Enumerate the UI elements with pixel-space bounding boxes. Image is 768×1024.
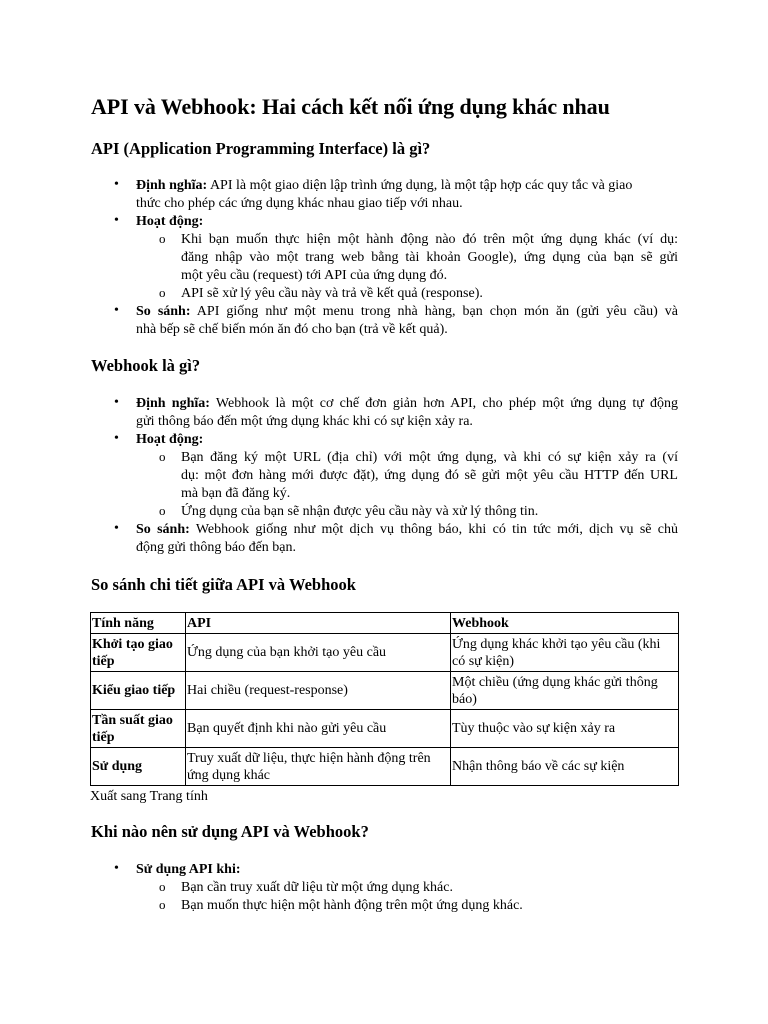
table-row: [91, 634, 679, 672]
circle-bullet-icon: o: [159, 897, 166, 912]
table-row-header: Tần suất giao tiếp: [91, 710, 186, 748]
bullet-icon: •: [114, 521, 119, 536]
table-cell: Bạn quyết định khi nào gửi yêu cầu: [186, 710, 451, 748]
webhook-definition-label: Định nghĩa:: [136, 396, 210, 411]
webhook-definition-line1: Định nghĩa: Webhook là một cơ chế đơn giản hơn API, cho phép một ứng dụng tự động: [136, 396, 679, 411]
bullet-icon: •: [114, 177, 119, 192]
api-operation-item1-line1: Khi bạn muốn thực hiện một hành động nào đó trên một ứng dụng khác (ví dụ:: [181, 232, 678, 247]
webhook-operation-item2: Ứng dụng của bạn sẽ nhận được yêu cầu này và xử lý thông tin.: [181, 504, 539, 519]
webhook-operation-item1-line3: mà bạn đã đăng ký.: [181, 486, 291, 501]
table-row-header: Khởi tạo giao tiếp: [91, 634, 186, 672]
bullet-icon: •: [114, 431, 119, 446]
table-cell: Ứng dụng khác khởi tạo yêu cầu (khi có sự kiện): [451, 634, 679, 672]
table-row-header: Sử dụng: [91, 748, 186, 786]
webhook-definition-line2: gửi thông báo đến một ứng dụng khác khi có sự kiện xảy ra.: [136, 414, 473, 429]
export-to-sheets-link[interactable]: Xuất sang Trang tính: [90, 789, 208, 804]
api-definition-line2: thức cho phép các ứng dụng khác nhau giao tiếp với nhau.: [136, 196, 463, 211]
use-api-label: Sử dụng API khi:: [136, 862, 241, 877]
api-compare-label: So sánh:: [136, 304, 191, 319]
api-compare-line2: nhà bếp sẽ chế biến món ăn đó cho bạn (trả về kết quả).: [136, 322, 448, 337]
api-section-heading: API (Application Programming Interface) là gì?: [91, 139, 431, 158]
api-definition-text: API là một giao diện lập trình ứng dụng, là một tập hợp các quy tắc và giao: [209, 178, 633, 193]
bullet-icon: •: [114, 213, 119, 228]
use-api-item1: Bạn cần truy xuất dữ liệu từ một ứng dụng khác.: [181, 880, 453, 895]
circle-bullet-icon: o: [159, 285, 166, 300]
table-cell: Ứng dụng của bạn khởi tạo yêu cầu: [186, 634, 451, 672]
compare-section-heading: So sánh chi tiết giữa API và Webhook: [91, 575, 356, 594]
api-compare-line1: So sánh: API giống như một menu trong nhà hàng, bạn chọn món ăn (gửi yêu cầu) và: [136, 304, 679, 319]
table-header-cell: API: [186, 613, 451, 634]
table-header-cell: Webhook: [451, 613, 679, 634]
bullet-icon: •: [114, 861, 119, 876]
table-header-row: [91, 613, 679, 634]
api-operation-label: Hoạt động:: [136, 214, 204, 229]
webhook-section-heading: Webhook là gì?: [91, 356, 201, 375]
table-cell: Truy xuất dữ liệu, thực hiện hành động trên ứng dụng khác: [186, 748, 451, 786]
table-cell: Nhận thông báo về các sự kiện: [451, 748, 679, 786]
table-row: [91, 748, 679, 786]
webhook-operation-item1-line2: dụ: một đơn hàng mới được đặt), ứng dụng đó sẽ gửi một yêu cầu HTTP đến URL: [181, 468, 678, 483]
api-operation-item1-line2: đăng nhập vào một trang web bằng tài khoản Google), ứng dụng của bạn sẽ gửi: [181, 250, 678, 265]
table-row-header: Kiểu giao tiếp: [91, 672, 186, 710]
table-header-cell: Tính năng: [91, 613, 186, 634]
bullet-icon: •: [114, 395, 119, 410]
table-cell: Một chiều (ứng dụng khác gửi thông báo): [451, 672, 679, 710]
table-row: [91, 672, 679, 710]
api-operation-item1-line3: một yêu cầu (request) tới API của ứng dụng đó.: [181, 268, 448, 283]
use-api-item2: Bạn muốn thực hiện một hành động trên một ứng dụng khác.: [181, 898, 523, 913]
page-title: API và Webhook: Hai cách kết nối ứng dụng khác nhau: [91, 94, 610, 119]
circle-bullet-icon: o: [159, 231, 166, 246]
table-row: [91, 710, 679, 748]
when-to-use-heading: Khi nào nên sử dụng API và Webhook?: [91, 822, 369, 841]
webhook-compare-label: So sánh:: [136, 522, 190, 537]
circle-bullet-icon: o: [159, 879, 166, 894]
bullet-icon: •: [114, 303, 119, 318]
webhook-compare-line2: động gửi thông báo đến bạn.: [136, 540, 297, 555]
circle-bullet-icon: o: [159, 503, 166, 518]
webhook-operation-item1-line1: Bạn đăng ký một URL (địa chỉ) với một ứng dụng, và khi có sự kiện xảy ra (ví: [181, 450, 678, 465]
webhook-operation-label: Hoạt động:: [136, 432, 204, 447]
comparison-table: [90, 612, 679, 786]
circle-bullet-icon: o: [159, 449, 166, 464]
webhook-compare-line1: So sánh: Webhook giống như một dịch vụ thông báo, khi có tin tức mới, dịch vụ sẽ chủ: [136, 522, 678, 537]
table-cell: Hai chiều (request-response): [186, 672, 451, 710]
api-definition-label: Định nghĩa:: [136, 178, 208, 193]
api-operation-item2: API sẽ xử lý yêu cầu này và trả về kết quả (response).: [181, 286, 483, 301]
table-cell: Tùy thuộc vào sự kiện xảy ra: [451, 710, 679, 748]
api-definition-line1: [136, 177, 632, 195]
